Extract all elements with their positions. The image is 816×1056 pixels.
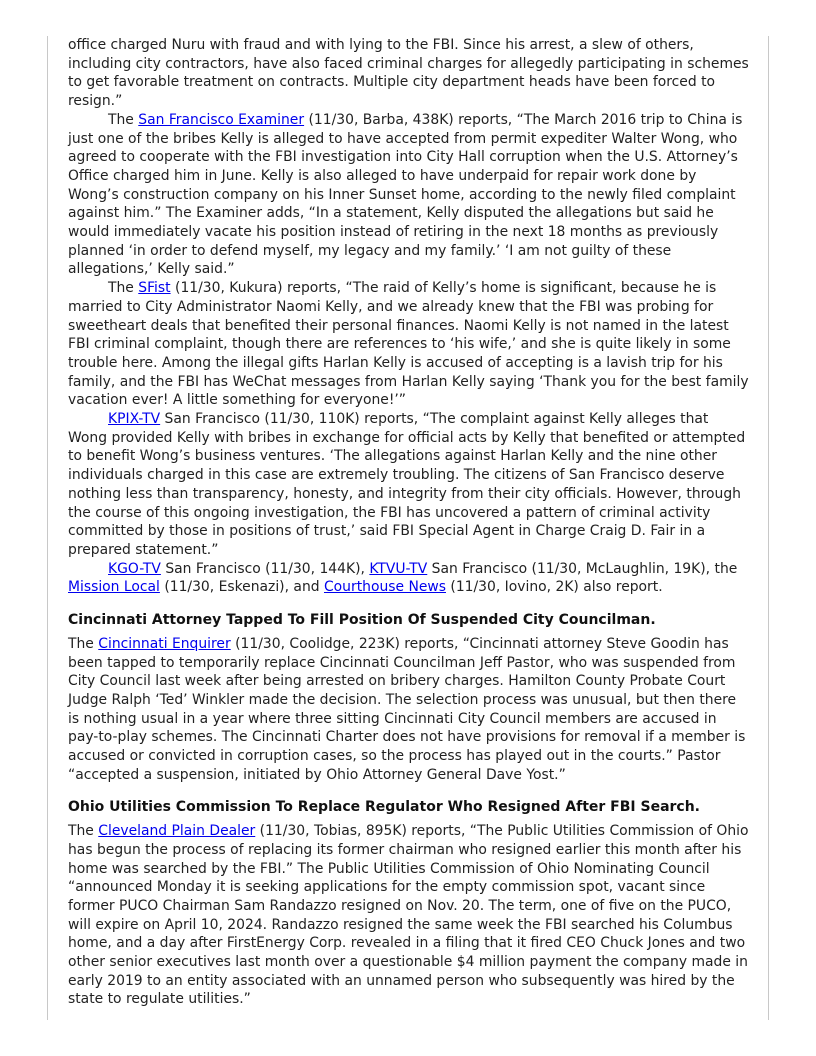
section-heading-cincinnati: Cincinnati Attorney Tapped To Fill Position Of Suspended City Councilman. bbox=[68, 612, 656, 629]
right-margin-rule bbox=[768, 36, 769, 1020]
link-kgo-tv[interactable]: KGO-TV bbox=[108, 560, 161, 577]
paragraph-sfist: The SFist (11/30, Kukura) reports, “The raid of Kelly’s home is significant, because he is married to City Administrator Naomi Kelly, and we already knew that the FBI was probing for sweetheart deals that benefited their personal finances. Naomi Kelly is not named in the latest FBI criminal complaint, though there are references to ‘his wife,’ and she is quite likely in some trouble here. Among the illegal gifts Harlan Kelly is accused of accepting is a lavish trip for his family, and the FBI has WeChat messages from Harlan Kelly saying ‘Thank you for the best family vacation ever! A little something for everyone!’” bbox=[68, 280, 749, 409]
paragraph-kpix: KPIX-TV San Francisco (11/30, 110K) reports, “The complaint against Kelly alleges that Wong provided Kelly with bribes in exchange for official acts by Kelly that benefited or attempted to benefit Wong’s business ventures. ‘The allegations against Harlan Kelly and the nine other individuals charged in this case are extremely troubling. The citizens of San Francisco deserve nothing less than transparency, honesty, and integrity from their city officials. However, through the course of this ongoing investigation, the FBI has uncovered a pattern of criminal activity committed by those in positions of trust,’ said FBI Special Agent in Charge Craig D. Fair in a prepared statement.” bbox=[68, 411, 746, 558]
paragraph-ohio-utilities: The Cleveland Plain Dealer (11/30, Tobias, 895K) reports, “The Public Utilities Commission of Ohio has begun the process of replacing its former chairman who resigned earlier this month after his home was searched by the FBI.” The Public Utilities Commission of Ohio Nominating Council “announced Monday it is seeking applications for the empty commission spot, vacant since former PUCO Chairman Sam Randazzo resigned on Nov. 20. The term, one of five on the PUCO, will expire on April 10, 2024. Randazzo resigned the same week the FBI searched his Columbus home, and a day after FirstEnergy Corp. revealed in a filing that it fired CEO Chuck Jones and two other senior executives last month over a questionable $4 million payment the company made in early 2019 to an entity associated with an unnamed person who subsequently was hired by the state to regulate utilities.” bbox=[68, 823, 749, 1008]
link-cincinnati-enquirer[interactable]: Cincinnati Enquirer bbox=[98, 635, 231, 652]
link-kpix-tv[interactable]: KPIX-TV bbox=[108, 411, 161, 428]
link-ktvu-tv[interactable]: KTVU-TV bbox=[369, 560, 428, 577]
paragraph-sf-examiner: The San Francisco Examiner (11/30, Barba, 438K) reports, “The March 2016 trip to China is just one of the bribes Kelly is alleged to have accepted from permit expediter Walter Wong, who agreed to cooperate with the FBI investigation into City Hall corruption when the U.S. Attorney’s Office charged him in June. Kelly is also alleged to have underpaid for repair work done by Wong’s construction company on his Inner Sunset home, according to the newly filed complaint against him.” The Examiner adds, “In a statement, Kelly disputed the allegations but said he would immediately vacate his position instead of retiring in the next 18 months as previously planned ‘in order to defend myself, my legacy and my family.’ ‘I am not guilty of these allegations,’ Kelly said.” bbox=[68, 111, 743, 278]
paragraph-nuru-continuation: office charged Nuru with fraud and with lying to the FBI. Since his arrest, a slew of others, including city contractors, have also faced criminal charges for allegedly participating in schemes to get favorable treatment on contracts. Multiple city department heads have been forced to resign.” bbox=[68, 37, 749, 110]
section-heading-ohio-utilities: Ohio Utilities Commission To Replace Regulator Who Resigned After FBI Search. bbox=[68, 799, 701, 816]
paragraph-cincinnati: The Cincinnati Enquirer (11/30, Coolidge, 223K) reports, “Cincinnati attorney Steve Goodin has been tapped to temporarily replace Cincinnati Councilman Jeff Pastor, who was suspended from City Council last week after being arrested on bribery charges. Hamilton County Probate Court Judge Ralph ‘Ted’ Winkler made the decision. The selection process was unusual, but then there is nothing usual in a year where three sitting Cincinnati City Council members are accused in pay-to-play schemes. The Cincinnati Charter does not have provisions for removal if a member is accused or convicted in corruption cases, so the process has played out in the courts.” Pastor “accepted a suspension, initiated by Ohio Attorney General Dave Yost.” bbox=[68, 635, 746, 783]
paragraph-also-report: KGO-TV San Francisco (11/30, 144K), KTVU-TV San Francisco (11/30, McLaughlin, 19K), the Mission Local (11/30, Eskenazi), and Courthouse News (11/30, Iovino, 2K) also report. bbox=[68, 560, 738, 596]
link-courthouse-news[interactable]: Courthouse News bbox=[323, 579, 446, 596]
link-mission-local[interactable]: Mission Local bbox=[68, 579, 160, 596]
article-body bbox=[68, 36, 750, 1009]
link-san-francisco-examiner[interactable]: San Francisco Examiner bbox=[138, 111, 305, 128]
link-cleveland-plain-dealer[interactable]: Cleveland Plain Dealer bbox=[98, 823, 256, 840]
link-sfist[interactable]: SFist bbox=[138, 280, 171, 297]
left-margin-rule bbox=[47, 36, 48, 1020]
